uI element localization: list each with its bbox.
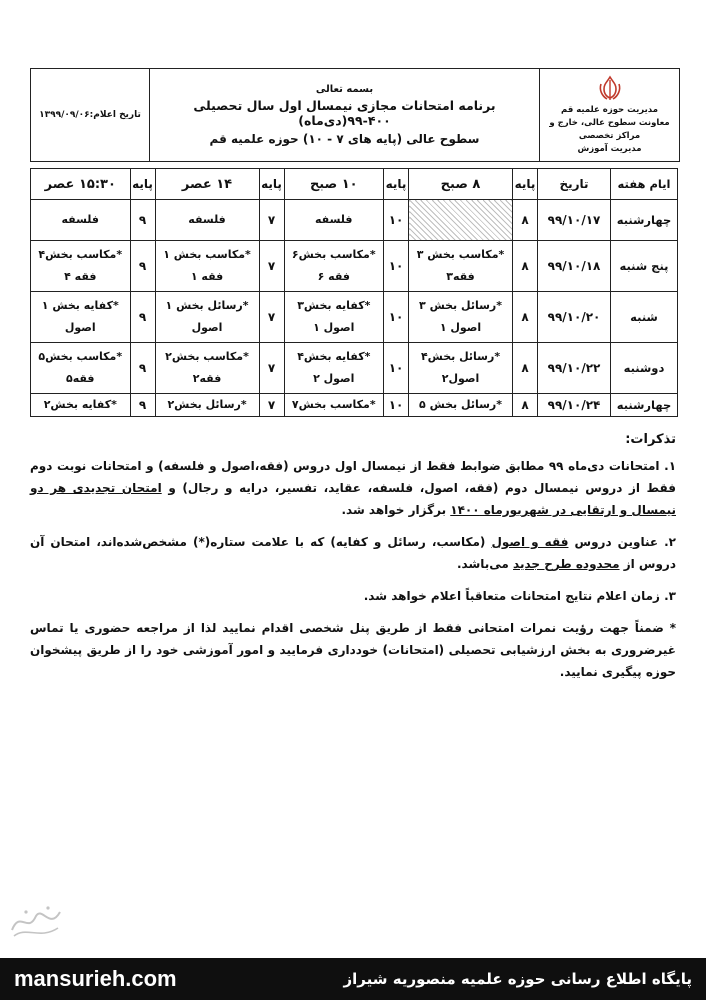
note-2 (30, 531, 676, 575)
notes-title: تذکرات: (625, 432, 676, 447)
subject-course: فقه ۴ (64, 270, 97, 283)
subject-name: فلسفه (188, 213, 226, 226)
header-level: پایه (130, 169, 155, 200)
document-title: برنامه امتحانات مجازی نیمسال اول سال تحصیلی ۴۰۰-۹۹(دی‌ماه) (193, 98, 496, 128)
subject-name: *مکاسب بخش۵ (38, 350, 123, 363)
org-line-2: معاونت سطوح عالی، خارج و مراکز تخصصی (549, 118, 670, 141)
level-cell: ۸ (513, 394, 538, 417)
level-cell: ۸ (513, 200, 538, 241)
level-cell: ۷ (259, 292, 284, 343)
subject-course: اصول (191, 321, 223, 334)
subject-name: *رسائل بخش۲ (167, 398, 247, 411)
subject-course: اصول ۱ (439, 321, 482, 334)
level-cell: ۹ (130, 343, 155, 394)
header-slot-14pm: ۱۴ عصر (155, 169, 259, 200)
subject-cell (31, 200, 131, 241)
iran-emblem-icon (595, 74, 625, 104)
subject-cell (284, 292, 384, 343)
day-cell: چهارشنبه (611, 200, 678, 241)
subject-cell (155, 394, 259, 417)
subject-cell (284, 200, 384, 241)
subject-cell (31, 394, 131, 417)
level-cell: ۱۰ (384, 343, 409, 394)
date-cell: ۹۹/۱۰/۱۷ (538, 200, 611, 241)
note-2-end: می‌باشد. (456, 557, 514, 571)
header-level: پایه (513, 169, 538, 200)
announce-date-block (31, 69, 149, 161)
subject-name: *مکاسب بخش ۳ (416, 248, 505, 261)
header-date: تاریخ (538, 169, 611, 200)
subject-course: فقه۲ (192, 372, 222, 385)
subject-name: *رسائل بخش ۵ (419, 398, 502, 411)
header-level: پایه (384, 169, 409, 200)
table-row (31, 200, 678, 241)
level-cell: ۱۰ (384, 241, 409, 292)
bismillah: بسمه تعالی (315, 84, 374, 95)
day-cell: دوشنبه (611, 343, 678, 394)
note-1-end: برگزار خواهد شد. (341, 503, 451, 517)
subject-cell (409, 241, 513, 292)
table-row (31, 241, 678, 292)
document-header (30, 68, 680, 162)
level-cell: ۷ (259, 241, 284, 292)
level-cell: ۸ (513, 343, 538, 394)
subject-cell (31, 292, 131, 343)
note-2-underlined-scope: محدوده طرح جدید (513, 557, 620, 571)
date-cell: ۹۹/۱۰/۱۸ (538, 241, 611, 292)
subject-course: فقه۳ (446, 270, 475, 283)
level-cell: ۹ (130, 394, 155, 417)
subject-name: *مکاسب بخش ۱ (163, 248, 251, 261)
subject-cell (31, 343, 131, 394)
level-cell: ۷ (259, 343, 284, 394)
subject-cell (155, 343, 259, 394)
website-link[interactable]: mansurieh.com (14, 966, 177, 991)
subject-cell (31, 241, 131, 292)
announce-date: تاریخ اعلام:۱۳۹۹/۰۹/۰۶ (39, 110, 141, 120)
subject-cell (409, 394, 513, 417)
date-cell: ۹۹/۱۰/۲۲ (538, 343, 611, 394)
level-cell: ۱۰ (384, 394, 409, 417)
header-level: پایه (259, 169, 284, 200)
date-cell: ۹۹/۱۰/۲۰ (538, 292, 611, 343)
subject-name: فلسفه (315, 213, 353, 226)
subject-name: *کفایه بخش۳ (297, 299, 371, 312)
subject-course: فقه ۶ (317, 270, 350, 283)
footer-label: پایگاه اطلاع رسانی حوزه علمیه منصوریه شیراز (343, 970, 692, 988)
subject-cell (284, 394, 384, 417)
subject-course: اصول ۲ (313, 372, 355, 385)
note-1-text: ۱. امتحانات دی‌ماه ۹۹ مطابق ضوابط فقط از نیمسال اول دروس (فقه،اصول و فلسفه) و امتحانات نوبت دوم فقط از دروس نیمسال دوم (فقه، اصول، فلسفه، عقاید، تفسیر، درایه و رجال) و (30, 459, 677, 495)
level-cell: ۹ (130, 200, 155, 241)
organization-block (539, 69, 679, 161)
subject-name: *مکاسب بخش۴ (38, 248, 123, 261)
subject-course: فقه ۱ (190, 270, 224, 283)
exam-schedule-table (30, 168, 678, 417)
subject-course: اصول ۱ (313, 321, 355, 334)
calligraphy-watermark-icon (6, 900, 66, 944)
subject-name: *رسائل بخش ۱ (165, 299, 249, 312)
subject-name: *کفایه بخش ۱ (41, 299, 119, 312)
org-line-3: مدیریت آموزش (577, 144, 642, 154)
subject-cell (409, 292, 513, 343)
subject-name: *رسائل بخش ۳ (419, 299, 502, 312)
notes-section (30, 432, 676, 693)
subject-cell (284, 241, 384, 292)
subject-cell (155, 292, 259, 343)
org-line-1: مدیریت حوزه علمیه قم (561, 105, 658, 115)
table-header-row (31, 169, 678, 200)
subject-name: *کفایه بخش۲ (43, 398, 117, 411)
note-4: * ضمناً جهت رؤیت نمرات امتحانی فقط از طریق پنل شخصی اقدام نمایید لذا از مراجعه حضوری یا تماس غیرضروری به بخش ارزشیابی تحصیلی (امتحانات) خودداری فرمایید و امور آموزشی خود را از طریق پیشخوان حوزه پیگیری نمایید. (30, 621, 676, 679)
day-cell: شنبه (611, 292, 678, 343)
subject-name: *مکاسب بخش۷ (291, 398, 376, 411)
level-cell: ۷ (259, 394, 284, 417)
header-slot-1530pm: ۱۵:۳۰ عصر (31, 169, 131, 200)
subject-course: فقه۵ (66, 372, 95, 385)
level-cell: ۸ (513, 241, 538, 292)
day-cell: چهارشنبه (611, 394, 678, 417)
table-row (31, 343, 678, 394)
note-2-text: ۲. عناوین دروس (568, 535, 676, 549)
header-slot-10am: ۱۰ صبح (284, 169, 384, 200)
header-slot-8am: ۸ صبح (409, 169, 513, 200)
table-row (31, 394, 678, 417)
day-cell: پنج شنبه (611, 241, 678, 292)
level-cell: ۹ (130, 292, 155, 343)
subject-cell (409, 343, 513, 394)
level-cell: ۷ (259, 200, 284, 241)
note-1-underlined: امتحان تجدیدی هر دو نیمسال و ارتقایی در شهریورماه ۱۴۰۰ (30, 481, 676, 517)
table-row (31, 292, 678, 343)
level-cell: ۱۰ (384, 292, 409, 343)
note-2-underlined-subjects: فقه و اصول (491, 535, 569, 549)
level-cell: ۱۰ (384, 200, 409, 241)
subject-name: *مکاسب بخش۶ (291, 248, 376, 261)
note-2-middle: (مکاسب، رسائل و کفایه) که با علامت ستاره(*) مشخص‌شده‌اند، امتحان آن دروس از (30, 535, 676, 571)
subject-name: *مکاسب بخش۲ (165, 350, 249, 363)
subject-cell (155, 241, 259, 292)
title-block (149, 69, 539, 161)
document-subtitle: سطوح عالی (پایه های ۷ - ۱۰) حوزه علمیه قم (209, 132, 480, 146)
level-cell: ۸ (513, 292, 538, 343)
subject-name: فلسفه (61, 213, 99, 226)
subject-name: *کفایه بخش۴ (297, 350, 371, 363)
footer-bar (0, 958, 706, 1000)
note-3: ۳. زمان اعلام نتایج امتحانات متعاقباً اعلام خواهد شد. (363, 589, 676, 603)
header-day: ایام هفته (611, 169, 678, 200)
subject-course: اصول۲ (441, 372, 480, 385)
subject-cell (284, 343, 384, 394)
level-cell: ۹ (130, 241, 155, 292)
date-cell: ۹۹/۱۰/۲۴ (538, 394, 611, 417)
subject-course: اصول (64, 321, 96, 334)
subject-name: *رسائل بخش۴ (420, 350, 501, 363)
empty-hatched-cell (409, 200, 513, 241)
note-1 (30, 455, 676, 521)
subject-cell (155, 200, 259, 241)
